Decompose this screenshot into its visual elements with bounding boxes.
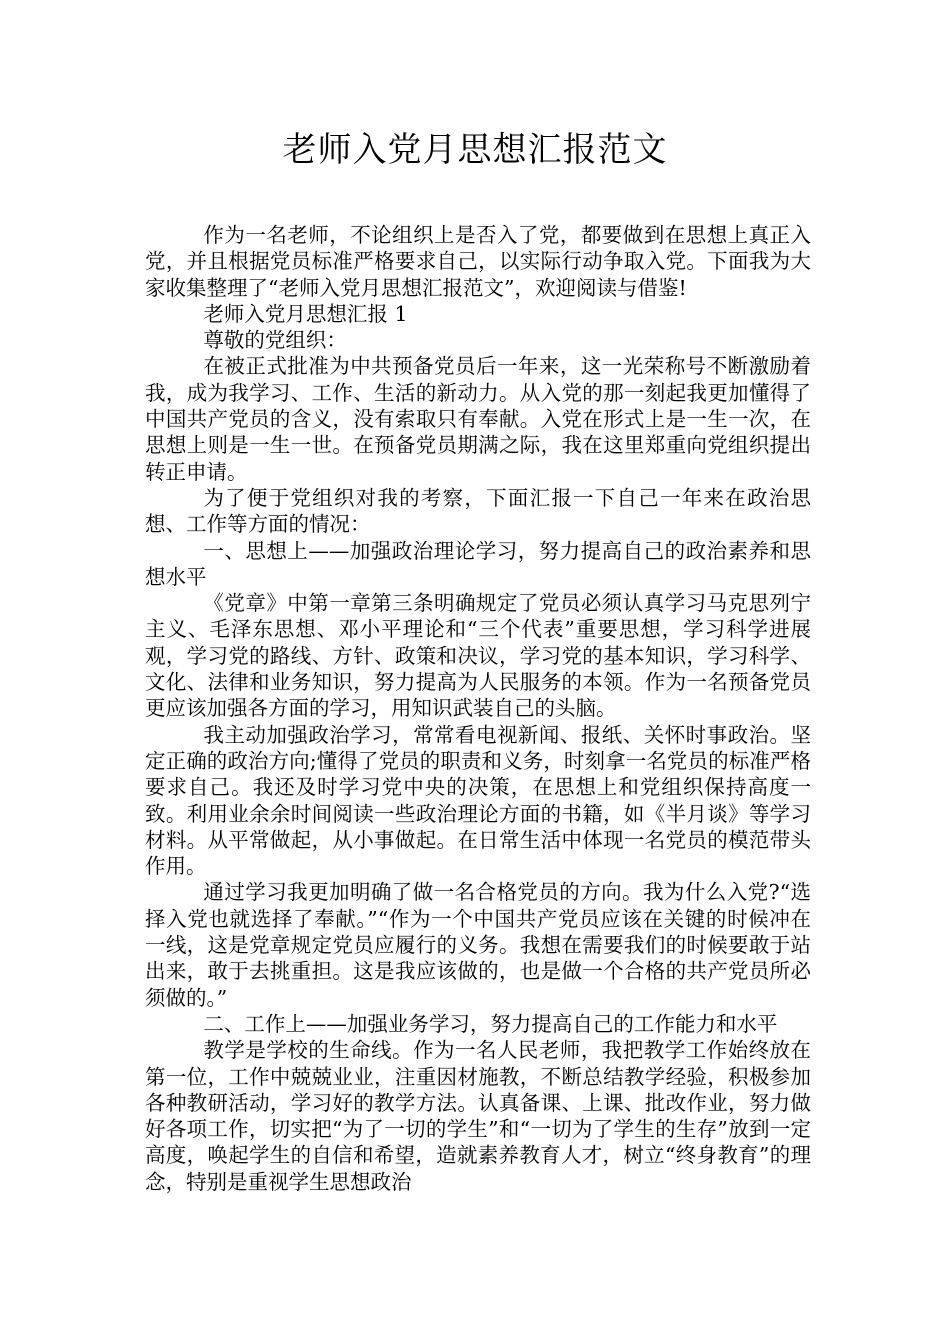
paragraph-salutation: 尊敬的党组织： — [203, 328, 347, 353]
paragraph-overview: 为了便于党组织对我的考察，下面汇报一下自己一年来在政治思想、工作等方面的情况： — [145, 485, 811, 537]
paragraph-teaching: 教学是学校的生命线。作为一名人民老师，我把教学工作始终放在第一位，工作中兢兢业业，注重因材施教，不断总结教学经验，积极参加各种教研活动，学习好的教学方法。认真备课、上课、批改作业，努力做好各项工作，切实把“为了一切的学生”和“一切为了学生的生存”放到一定高度，唤起学生的自信和希望，造就素养教育人才，树立“终身教育”的理念，特别是重视学生思想政治 — [145, 1038, 811, 1194]
paragraph-report-heading: 老师入党月思想汇报 1 — [203, 301, 408, 326]
document-title: 老师入党月思想汇报范文 — [282, 130, 668, 170]
paragraph-party-constitution: 《党章》中第一章第三条明确规定了党员必须认真学习马克思列宁主义、毛泽东思想、邓小平理论和“三个代表”重要思想，学习科学进展观，学习党的路线、方针、政策和决议，学习党的基本知识，学习科学、文化、法律和业务知识，努力提高为人民服务的本领。作为一名预备党员更应该加强各方面的学习，用知识武装自己的头脑。 — [145, 591, 811, 721]
paragraph-section-two-heading: 二、工作上——加强业务学习，努力提高自己的工作能力和水平 — [203, 1011, 778, 1036]
paragraph-intro: 作为一名老师，不论组织上是否入了党，都要做到在思想上真正入党，并且根据党员标准严格要求自己，以实际行动争取入党。下面我为大家收集整理了“老师入党月思想汇报范文”，欢迎阅读与借鉴! — [145, 223, 811, 300]
paragraph-why-join: 通过学习我更加明确了做一名合格党员的方向。我为什么入党?“选择入党也就选择了奉献。”“作为一个中国共产党员应该在关键的时候冲在一线，这是党章规定党员应履行的义务。我想在需要我们的时候要敢于站出来，敢于去挑重担。这是我应该做的，也是做一个合格的共产党员所必须做的。” — [145, 880, 811, 1010]
paragraph-political-study: 我主动加强政治学习，常常看电视新闻、报纸、关怀时事政治。坚定正确的政治方向;懂得了党员的职责和义务，时刻拿一名党员的标准严格要求自己。我还及时学习党中央的决策，在思想上和党组织保持高度一致。利用业余余时间阅读一些政治理论方面的书籍，如《半月谈》等学习材料。从平常做起，从小事做起。在日常生活中体现一名党员的模范带头作用。 — [145, 722, 811, 879]
document-body — [145, 222, 811, 1195]
paragraph-opening: 在被正式批准为中共预备党员后一年来，这一光荣称号不断激励着我，成为我学习、工作、生活的新动力。从入党的那一刻起我更加懂得了中国共产党员的含义，没有索取只有奉献。入党在形式上是一生一次，在思想上则是一生一世。在预备党员期满之际，我在这里郑重向党组织提出转正申请。 — [145, 354, 811, 484]
paragraph-section-one-heading: 一、思想上——加强政治理论学习，努力提高自己的政治素养和思想水平 — [145, 538, 811, 589]
